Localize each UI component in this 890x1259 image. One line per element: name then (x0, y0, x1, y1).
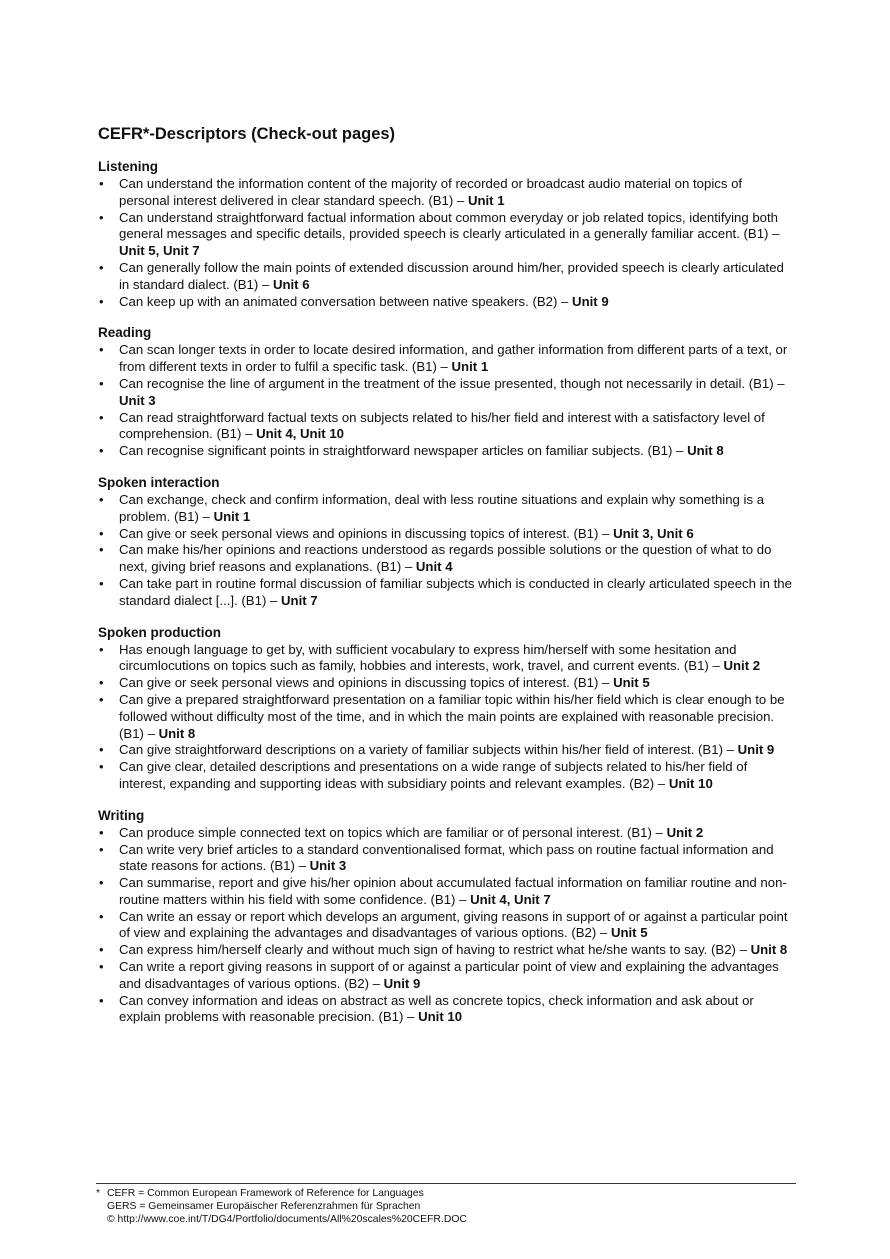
descriptor-text: Has enough language to get by, with sufficient vocabulary to express him/herself with some hesitation and circumlocutions on topics such as family, hobbies and interests, work, travel, and current events. (B1) – (119, 641, 737, 674)
descriptor-text: Can give or seek personal views and opinions in discussing topics of interest. (B1) – (119, 525, 614, 541)
descriptor-text: Can understand straightforward factual information about common everyday or job related topics, identifying both general messages and specific details, provided speech is clearly articulated in a generally familiar accent. (B1) – (119, 209, 780, 242)
unit-reference: Unit 9 (572, 293, 609, 309)
descriptor-item (98, 342, 794, 376)
descriptor-text: Can keep up with an animated conversation between native speakers. (B2) – (119, 293, 573, 309)
unit-reference: Unit 9 (383, 975, 421, 991)
unit-reference: Unit 4 (415, 559, 453, 575)
section-heading: Writing (98, 807, 145, 823)
descriptor-text: Can express him/herself clearly and without much sign of having to restrict what he/she wants to say. (B2) – (119, 942, 751, 958)
descriptor-item (98, 542, 794, 576)
descriptor-text: Can write a report giving reasons in support of or against a particular point of view and explaining the advantages and disadvantages of various options. (B2) – (119, 959, 779, 991)
descriptor-text: Can convey information and ideas on abstract as well as concrete topics, check information and ask about or explain problems with reasonable precision. (B1) – (119, 992, 754, 1025)
bullet-icon: • (99, 575, 104, 591)
bullet-icon: • (99, 959, 104, 975)
descriptor-item (98, 742, 794, 759)
descriptor-item (98, 260, 794, 294)
unit-reference: Unit 4, Unit 10 (256, 426, 345, 442)
unit-reference: Unit 2 (723, 658, 761, 674)
descriptor-item (98, 492, 794, 526)
unit-reference: Unit 2 (666, 824, 704, 840)
bullet-icon: • (99, 176, 104, 191)
descriptor-text: Can give straightforward descriptions on a variety of familiar subjects within his/her field of interest. (B1) – (119, 742, 738, 758)
section-spoken-interaction (98, 474, 794, 610)
bullet-icon: • (99, 992, 104, 1008)
bullet-icon: • (99, 759, 104, 775)
bullet-icon: • (99, 375, 104, 391)
bullet-icon: • (99, 675, 104, 691)
bullet-icon: • (99, 259, 104, 275)
unit-reference: Unit 10 (418, 1009, 463, 1025)
section-heading: Reading (98, 325, 152, 341)
descriptor-text: Can give or seek personal views and opinions in discussing topics of interest. (B1) – (119, 675, 614, 691)
descriptor-text: Can produce simple connected text on topics which are familiar or of personal interest. (B1) – (119, 824, 667, 840)
unit-reference: Unit 8 (158, 725, 196, 741)
descriptor-text: Can recognise the line of argument in the treatment of the issue presented, though not necessarily in detail. (B1) – (119, 375, 785, 391)
bullet-icon: • (99, 542, 104, 558)
descriptor-item (98, 443, 794, 460)
unit-reference: Unit 4, Unit 7 (470, 891, 551, 907)
bullet-icon: • (99, 641, 104, 657)
bullet-icon: • (99, 342, 104, 358)
descriptor-item (98, 410, 794, 444)
section-writing (98, 807, 794, 1027)
unit-reference: Unit 8 (687, 443, 724, 459)
descriptor-item (98, 376, 794, 410)
descriptor-item (98, 993, 794, 1027)
descriptor-item (98, 642, 794, 676)
footnote-line (96, 1200, 796, 1213)
page-title: CEFR*-Descriptors (Check-out pages) (98, 125, 396, 143)
footnote-text: CEFR = Common European Framework of Reference for Languages (107, 1188, 424, 1199)
bullet-icon: • (99, 443, 104, 459)
descriptor-item (98, 759, 794, 793)
unit-reference: Unit 5 (613, 675, 650, 691)
section-heading: Listening (98, 159, 158, 174)
section-spoken-production (98, 624, 794, 793)
descriptor-item (98, 942, 794, 959)
descriptor-list (98, 342, 794, 460)
descriptor-item (98, 294, 794, 311)
unit-reference: Unit 1 (451, 359, 489, 375)
descriptor-text: Can make his/her opinions and reactions understood as regards possible solutions or the question of what to do next, giving brief reasons and explanations. (B1) – (119, 542, 772, 575)
unit-reference: Unit 3, Unit 6 (613, 525, 694, 541)
descriptor-text: Can scan longer texts in order to locate desired information, and gather information from different parts of a text, or from different texts in order to fulfil a specific task. (B1) – (119, 342, 788, 375)
unit-reference: Unit 1 (213, 508, 251, 524)
section-heading: Spoken production (98, 624, 221, 640)
unit-reference: Unit 9 (737, 742, 775, 758)
bullet-icon: • (99, 824, 104, 840)
descriptor-text: Can write very brief articles to a standard conventionalised format, which pass on routine factual information and state reasons for actions. (B1) – (119, 841, 774, 874)
descriptor-item (98, 959, 794, 993)
descriptor-list (98, 176, 794, 310)
bullet-icon: • (99, 908, 104, 924)
unit-reference: Unit 10 (668, 775, 713, 791)
descriptor-item (98, 576, 794, 610)
descriptor-item (98, 909, 794, 943)
footnote-line (96, 1187, 796, 1200)
descriptor-text: Can give clear, detailed descriptions and presentations on a wide range of subjects related to his/her field of interest, expanding and supporting ideas with subsidiary points and relevant examples. (B2) – (119, 759, 748, 791)
descriptor-item (98, 526, 794, 543)
bullet-icon: • (99, 942, 104, 958)
descriptor-text: Can exchange, check and confirm information, deal with less routine situations and explain why something is a problem. (B1) – (119, 491, 765, 524)
descriptor-list (98, 825, 794, 1027)
bullet-icon: • (99, 841, 104, 857)
bullet-icon: • (99, 293, 104, 309)
unit-reference: Unit 5, Unit 7 (119, 243, 200, 259)
descriptor-item (98, 176, 794, 210)
bullet-icon: • (99, 209, 104, 225)
descriptor-item (98, 210, 794, 260)
unit-reference: Unit 1 (467, 192, 505, 208)
bullet-icon: • (99, 742, 104, 758)
bullet-icon: • (99, 875, 104, 891)
unit-reference: Unit 5 (610, 925, 648, 941)
section-heading: Spoken interaction (98, 474, 220, 490)
descriptor-list (98, 642, 794, 793)
descriptor-text: Can give a prepared straightforward presentation on a familiar topic within his/her field which is clear enough to be followed without difficulty most of the time, and in which the main points are explained with reasonable precision. (B1) – (119, 691, 785, 741)
document-body (98, 124, 794, 1040)
bullet-icon: • (99, 409, 104, 425)
unit-reference: Unit 3 (119, 392, 156, 408)
descriptor-text: Can read straightforward factual texts on subjects related to his/her field and interest with a satisfactory level of comprehension. (B1) – (119, 409, 765, 442)
descriptor-item (98, 825, 794, 842)
unit-reference: Unit 6 (272, 276, 310, 292)
descriptor-item (98, 842, 794, 876)
descriptor-text: Can summarise, report and give his/her opinion about accumulated factual information on familiar routine and non-routine matters within his field with some confidence. (B1) – (119, 875, 787, 907)
footnote-text: © http://www.coe.int/T/DG4/Portfolio/documents/All%20scales%20CEFR.DOC (107, 1214, 467, 1226)
descriptor-item (98, 875, 794, 909)
descriptor-text: Can understand the information content of the majority of recorded or broadcast audio material on topics of personal interest delivered in clear standard speech. (B1) – (119, 176, 743, 208)
descriptor-item (98, 675, 794, 692)
bullet-icon: • (99, 525, 104, 541)
unit-reference: Unit 7 (281, 592, 318, 608)
footnote-text: GERS = Gemeinsamer Europäischer Referenzrahmen für Sprachen (107, 1201, 421, 1213)
descriptor-text: Can take part in routine formal discussion of familiar subjects which is conducted in clearly articulated speech in the standard dialect [...]. (B1) – (119, 575, 792, 608)
unit-reference: Unit 8 (750, 942, 788, 958)
bullet-icon: • (99, 491, 104, 507)
descriptor-text: Can generally follow the main points of extended discussion around him/her, provided speech is clearly articulated in standard dialect. (B1) – (119, 259, 784, 292)
footnote (96, 1183, 796, 1227)
descriptor-sections (98, 158, 794, 1026)
footnote-line (96, 1213, 796, 1226)
footnote-marker: * (96, 1188, 101, 1199)
descriptor-text: Can write an essay or report which develops an argument, giving reasons in support of or against a particular point of view and explaining the advantages and disadvantages of various options. (B2) – (119, 908, 788, 941)
section-listening (98, 158, 794, 310)
descriptor-item (98, 692, 794, 742)
unit-reference: Unit 3 (309, 858, 347, 874)
descriptor-list (98, 492, 794, 610)
section-reading (98, 324, 794, 460)
bullet-icon: • (99, 691, 104, 707)
descriptor-text: Can recognise significant points in straightforward newspaper articles on familiar subjects. (B1) – (119, 443, 688, 459)
